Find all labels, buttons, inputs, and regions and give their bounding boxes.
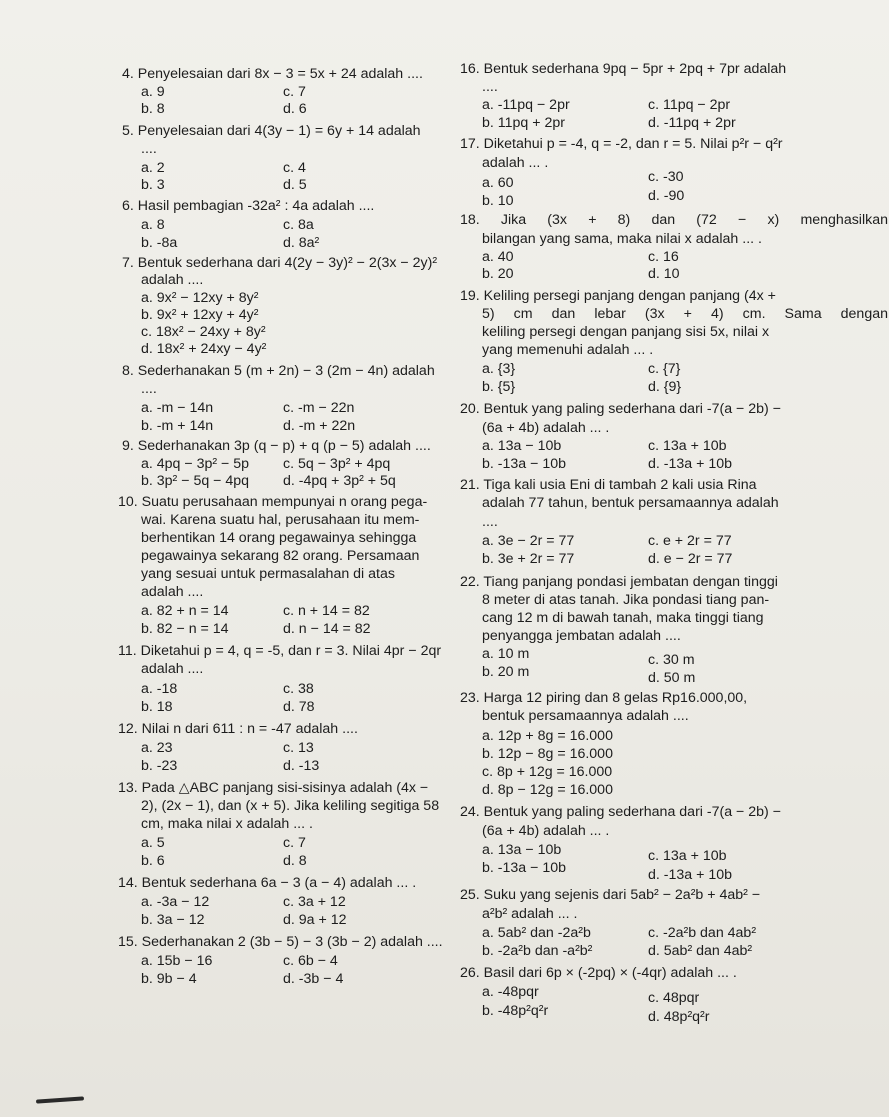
text-line: c. 48pqr [648, 990, 700, 1006]
text-line: a. 5ab² dan -2a²b [482, 925, 591, 941]
text-line: b. 82 − n = 14 [141, 621, 229, 637]
text-line: adalah .... [141, 272, 204, 288]
text-line: d. 5 [283, 177, 307, 193]
text-line: .... [141, 141, 157, 157]
text-line: d. n − 14 = 82 [283, 621, 371, 637]
text-line: a. -3a − 12 [141, 894, 210, 910]
text-line: adalah ... . [482, 155, 549, 171]
pen-tip [36, 1096, 84, 1103]
text-line: a. 40 [482, 249, 514, 265]
text-line: d. {9} [648, 379, 682, 395]
text-line: d. e − 2r = 77 [648, 551, 733, 567]
text-line: d. 8 [283, 853, 307, 869]
text-line: c. {7} [648, 361, 681, 377]
text-line: 24. Bentuk yang paling sederhana dari -7(a − 2b) − [460, 804, 782, 820]
text-line: 11. Diketahui p = 4, q = -5, dan r = 3. Nilai 4pr − 2qr [118, 643, 442, 659]
text-line: a. -m − 14n [141, 400, 214, 416]
text-line: c. 8a [283, 217, 314, 233]
text-line: c. -30 [648, 169, 684, 185]
text-line: c. 3a + 12 [283, 894, 346, 910]
text-line: b. 3 [141, 177, 165, 193]
text-line: wai. Karena suatu hal, perusahaan itu mem- [141, 512, 420, 528]
text-line: 20. Bentuk yang paling sederhana dari -7(a − 2b) − [460, 401, 782, 417]
text-line: b. 12p − 8g = 16.000 [482, 746, 613, 762]
text-line: d. 78 [283, 699, 315, 715]
text-line: 14. Bentuk sederhana 6a − 3 (a − 4) adalah ... . [118, 875, 417, 891]
text-line: 8 meter di atas tanah. Jika pondasi tiang pan- [482, 592, 770, 608]
text-line: 4. Penyelesaian dari 8x − 3 = 5x + 24 adalah .... [122, 66, 423, 82]
text-line: c. -2a²b dan 4ab² [648, 925, 757, 941]
text-line: b. 9x² + 12xy + 4y² [141, 307, 259, 323]
text-line: berhentikan 14 orang pegawainya sehingga [141, 530, 417, 546]
text-line: 7. Bentuk sederhana dari 4(2y − 3y)² − 2(3x − 2y)² [122, 255, 438, 271]
text-line: d. -13 [283, 758, 320, 774]
text-line: 12. Nilai n dari 611 : n = -47 adalah .... [118, 721, 358, 737]
text-line: a. 8 [141, 217, 165, 233]
text-line: d. 50 m [648, 670, 696, 686]
text-line: b. 3e + 2r = 77 [482, 551, 575, 567]
text-line: pegawainya sekarang 82 orang. Persamaan [141, 548, 420, 564]
text-line: d. 6 [283, 101, 307, 117]
text-line: penyangga jembatan adalah .... [482, 628, 681, 644]
text-line: a. 13a − 10b [482, 842, 562, 858]
text-line: d. 18x² + 24xy − 4y² [141, 341, 267, 357]
text-line: b. 20 m [482, 664, 530, 680]
text-line: 15. Sederhanakan 2 (3b − 5) − 3 (3b − 2) adalah .... [118, 934, 443, 950]
text-line: 18. Jika (3x + 8) dan (72 − x) menghasilkan [460, 212, 888, 228]
text-line: 25. Suku yang sejenis dari 5ab² − 2a²b + 4ab² − [460, 887, 761, 903]
text-line: a. 15b − 16 [141, 953, 213, 969]
text-line: a. 9 [141, 84, 165, 100]
text-line: 9. Sederhanakan 3p (q − p) + q (p − 5) adalah .... [122, 438, 431, 454]
text-line: a. -11pq − 2pr [482, 97, 570, 113]
text-line: c. 5q − 3p² + 4pq [283, 456, 391, 472]
text-line: a. 82 + n = 14 [141, 603, 229, 619]
text-line: b. -m + 14n [141, 418, 214, 434]
text-line: 21. Tiga kali usia Eni di tambah 2 kali usia Rina [460, 477, 757, 493]
text-line: .... [141, 381, 157, 397]
text-line: 26. Basil dari 6p × (-2pq) × (-4qr) adalah ... . [460, 965, 737, 981]
text-line: b. 11pq + 2pr [482, 115, 565, 131]
text-line: (6a + 4b) adalah ... . [482, 823, 610, 839]
text-line: c. 13 [283, 740, 314, 756]
text-line: a. 9x² − 12xy + 8y² [141, 290, 259, 306]
text-line: 22. Tiang panjang pondasi jembatan dengan tinggi [460, 574, 778, 590]
text-line: b. 3p² − 5q − 4pq [141, 473, 250, 489]
text-line: bilangan yang sama, maka nilai x adalah ... . [482, 231, 762, 247]
text-line: b. 8 [141, 101, 165, 117]
text-line: 19. Keliling persegi panjang dengan panjang (4x + [460, 288, 776, 304]
text-line: 5. Penyelesaian dari 4(3y − 1) = 6y + 14 adalah [122, 123, 421, 139]
text-line: .... [482, 79, 498, 95]
text-line: d. 5ab² dan 4ab² [648, 943, 753, 959]
text-line: b. 9b − 4 [141, 971, 197, 987]
text-line: 16. Bentuk sederhana 9pq − 5pr + 2pq + 7pr adalah [460, 61, 787, 77]
text-line: a. 10 m [482, 646, 530, 662]
text-line: b. -13a − 10b [482, 860, 567, 876]
text-line: c. 6b − 4 [283, 953, 338, 969]
text-line: d. 8a² [283, 235, 320, 251]
text-line: yang sesuai untuk permasalahan di atas [141, 566, 395, 582]
text-line: a. 12p + 8g = 16.000 [482, 728, 613, 744]
text-line: a. 13a − 10b [482, 438, 562, 454]
text-line: b. 3a − 12 [141, 912, 205, 928]
text-line: b. 20 [482, 266, 514, 282]
text-line: b. 6 [141, 853, 165, 869]
text-line: c. 13a + 10b [648, 848, 727, 864]
text-line: a. 5 [141, 835, 165, 851]
text-line: a. 3e − 2r = 77 [482, 533, 575, 549]
text-line: c. 18x² − 24xy + 8y² [141, 324, 266, 340]
text-line: 17. Diketahui p = -4, q = -2, dan r = 5. Nilai p²r − q²r [460, 136, 783, 152]
text-line: adalah 77 tahun, bentuk persamaannya adalah [482, 495, 779, 511]
text-line: d. -11pq + 2pr [648, 115, 736, 131]
text-line: a. -18 [141, 681, 178, 697]
text-line: d. 8p − 12g = 16.000 [482, 782, 613, 798]
text-line: a²b² adalah ... . [482, 906, 578, 922]
text-line: cang 12 m di bawah tanah, maka tinggi tiang [482, 610, 764, 626]
text-line: a. -48pqr [482, 984, 539, 1000]
text-line: c. 8p + 12g = 16.000 [482, 764, 613, 780]
text-line: d. -13a + 10b [648, 867, 733, 883]
text-line: d. 48p²q²r [648, 1009, 710, 1025]
text-line: 10. Suatu perusahaan mempunyai n orang pega- [118, 494, 428, 510]
text-line: .... [482, 514, 498, 530]
text-line: keliling persegi dengan panjang sisi 5x, nilai x [482, 324, 770, 340]
text-line: adalah .... [141, 584, 204, 600]
text-line: bentuk persamaannya adalah .... [482, 708, 689, 724]
text-line: b. -48p²q²r [482, 1003, 549, 1019]
text-line: b. 18 [141, 699, 173, 715]
text-line: yang memenuhi adalah ... . [482, 342, 654, 358]
text-line: 13. Pada △ABC panjang sisi-sisinya adalah (4x − [118, 780, 429, 796]
text-line: c. -m − 22n [283, 400, 355, 416]
text-line: a. 60 [482, 175, 514, 191]
text-line: d. -4pq + 3p² + 5q [283, 473, 396, 489]
text-line: adalah .... [141, 661, 204, 677]
text-line: d. 10 [648, 266, 680, 282]
text-line: d. -90 [648, 188, 685, 204]
text-line: a. 23 [141, 740, 173, 756]
text-line: (6a + 4b) adalah ... . [482, 420, 610, 436]
text-line: c. 16 [648, 249, 679, 265]
text-line: cm, maka nilai x adalah ... . [141, 816, 313, 832]
text-line: d. -13a + 10b [648, 456, 733, 472]
text-line: b. -8a [141, 235, 178, 251]
text-line: d. 9a + 12 [283, 912, 347, 928]
text-line: c. e + 2r = 77 [648, 533, 732, 549]
text-line: 2), (2x − 1), dan (x + 5). Jika keliling segitiga 58 [141, 798, 440, 814]
text-line: b. -2a²b dan -a²b² [482, 943, 593, 959]
text-line: c. 11pq − 2pr [648, 97, 731, 113]
text-line: c. 30 m [648, 652, 695, 668]
text-line: a. 4pq − 3p² − 5p [141, 456, 250, 472]
text-line: b. -23 [141, 758, 178, 774]
text-line: d. -3b − 4 [283, 971, 344, 987]
text-line: 5) cm dan lebar (3x + 4) cm. Sama dengan [482, 306, 888, 322]
text-line: d. -m + 22n [283, 418, 356, 434]
text-line: c. 7 [283, 835, 306, 851]
text-line: b. 10 [482, 193, 514, 209]
text-line: a. {3} [482, 361, 516, 377]
text-line: b. -13a − 10b [482, 456, 567, 472]
text-line: c. n + 14 = 82 [283, 603, 370, 619]
text-line: b. {5} [482, 379, 516, 395]
text-line: 8. Sederhanakan 5 (m + 2n) − 3 (2m − 4n) adalah [122, 363, 435, 379]
text-line: c. 7 [283, 84, 306, 100]
text-line: c. 13a + 10b [648, 438, 727, 454]
text-line: 6. Hasil pembagian -32a² : 4a adalah .... [122, 198, 375, 214]
text-line: c. 4 [283, 160, 306, 176]
text-line: a. 2 [141, 160, 165, 176]
text-line: 23. Harga 12 piring dan 8 gelas Rp16.000,00, [460, 690, 748, 706]
text-line: c. 38 [283, 681, 314, 697]
